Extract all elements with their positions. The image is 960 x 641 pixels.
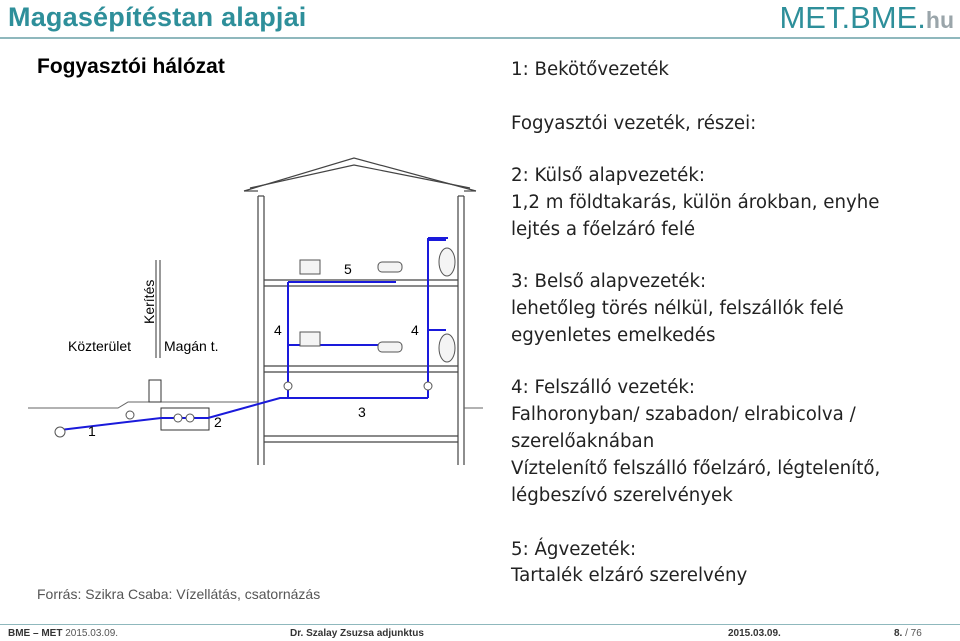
label-5: 5 [344,261,352,277]
footer-author-text: Dr. Szalay Zsuzsa adjunktus [290,628,424,639]
text-line-1: 1: Bekötővezeték [511,59,669,80]
text-line-11: szerelőaknában [511,431,655,452]
footer-date-text: 2015.03.09. [728,628,781,639]
label-2: 2 [214,414,222,430]
text-line-13: légbeszívó szerelvények [511,485,733,506]
footer-date [728,628,781,639]
water-network-diagram [18,150,498,480]
valves [55,382,432,437]
header-title: Magasépítéstan alapjai [8,2,307,32]
label-4-left: 4 [274,322,282,338]
text-line-3: 2: Külső alapvezeték: [511,165,706,186]
footer-page-total: / 76 [905,628,922,639]
section-title: Fogyasztói hálózat [37,55,225,78]
text-line-7: lehetőleg törés nélkül, felszállók felé [511,298,844,319]
footer-left-date: 2015.03.09. [65,628,119,639]
footer-divider [0,624,960,625]
footer-page-number: 8. [894,628,903,639]
label-kozterulet: Közterület [68,338,132,354]
text-line-2: Fogyasztói vezeték, részei: [511,113,757,134]
text-line-15: Tartalék elzáró szerelvény [511,565,748,586]
text-line-9: 4: Felszálló vezeték: [511,377,696,398]
text-line-6: 3: Belső alapvezeték: [511,271,707,292]
label-4-right: 4 [411,322,419,338]
source-citation: Forrás: Szikra Csaba: Vízellátás, csatornázás [37,586,321,602]
footer-org: BME – MET [8,628,63,639]
text-line-12: Víztelenítő felszálló főelzáró, légtelenítő, [511,458,881,479]
label-magan: Magán t. [164,338,219,354]
logo-main: MET.BME. [779,0,926,35]
text-line-8: egyenletes emelkedés [511,325,716,346]
footer-author [290,628,424,639]
met-bme-logo[interactable] [779,0,954,36]
text-line-5: lejtés a főelzáró felé [511,219,696,240]
footer-page [894,628,922,639]
label-keritas: Kerítés [141,279,157,324]
text-line-14: 5: Ágvezeték: [511,539,637,560]
label-1: 1 [88,423,96,439]
text-line-4: 1,2 m földtakarás, külön árokban, enyhe [511,192,880,213]
logo-suffix: hu [925,7,954,33]
text-line-10: Falhoronyban/ szabadon/ elrabicolva / [511,404,856,425]
footer-left [8,628,118,639]
label-3: 3 [358,404,366,420]
header-divider [0,37,960,39]
